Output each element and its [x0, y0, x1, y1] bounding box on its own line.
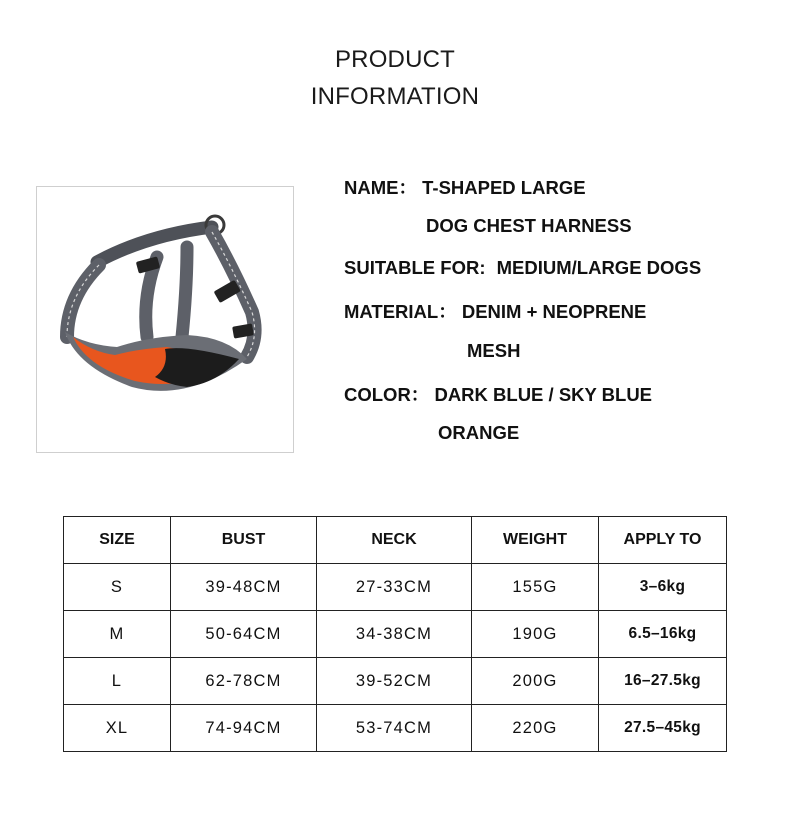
- spec-suitable: [344, 257, 701, 279]
- spec-suitable-value: MEDIUM/LARGE DOGS: [496, 257, 702, 278]
- spec-color-value-1: DARK BLUE / SKY BLUE: [434, 384, 653, 405]
- cell-neck: 34-38CM: [317, 611, 472, 658]
- header-weight: WEIGHT: [472, 517, 599, 564]
- cell-apply-to: 6.5–16kg: [599, 611, 727, 658]
- cell-bust: 74-94CM: [171, 705, 317, 752]
- cell-apply-to: 27.5–45kg: [599, 705, 727, 752]
- spec-material: [344, 298, 646, 324]
- cell-weight: 220G: [472, 705, 599, 752]
- cell-neck: 27-33CM: [317, 564, 472, 611]
- header-apply-to: APPLY TO: [599, 517, 727, 564]
- size-table-header-row: [64, 517, 727, 564]
- table-row: [64, 611, 727, 658]
- table-row: [64, 564, 727, 611]
- cell-apply-to: 16–27.5kg: [599, 658, 727, 705]
- cell-size: S: [64, 564, 171, 611]
- cell-bust: 50-64CM: [171, 611, 317, 658]
- spec-color-value-2: ORANGE: [438, 422, 520, 443]
- table-row: [64, 705, 727, 752]
- spec-color: [344, 381, 652, 407]
- spec-material-value-1: DENIM + NEOPRENE: [461, 301, 647, 322]
- cell-bust: 39-48CM: [171, 564, 317, 611]
- product-image: [36, 186, 294, 453]
- page-title-line-2: INFORMATION: [310, 83, 480, 110]
- spec-name: [344, 174, 586, 200]
- spec-name-value-1: T-SHAPED LARGE: [422, 177, 586, 198]
- cell-neck: 39-52CM: [317, 658, 472, 705]
- size-table: [63, 516, 727, 752]
- harness-illustration: [37, 187, 293, 452]
- cell-weight: 190G: [472, 611, 599, 658]
- spec-name-value-2: DOG CHEST HARNESS: [426, 215, 632, 236]
- cell-weight: 200G: [472, 658, 599, 705]
- cell-weight: 155G: [472, 564, 599, 611]
- spec-material-value-2: MESH: [467, 340, 521, 361]
- cell-bust: 62-78CM: [171, 658, 317, 705]
- cell-size: M: [64, 611, 171, 658]
- table-row: [64, 658, 727, 705]
- header-size: SIZE: [64, 517, 171, 564]
- spec-material-label: MATERIAL：: [344, 301, 457, 322]
- spec-suitable-label: SUITABLE FOR:: [344, 257, 486, 278]
- cell-apply-to: 3–6kg: [599, 564, 727, 611]
- header-neck: NECK: [317, 517, 472, 564]
- header-bust: BUST: [171, 517, 317, 564]
- spec-name-label: NAME：: [344, 177, 417, 198]
- cell-size: L: [64, 658, 171, 705]
- cell-neck: 53-74CM: [317, 705, 472, 752]
- page-title-line-1: PRODUCT: [334, 46, 456, 73]
- spec-color-label: COLOR：: [344, 384, 430, 405]
- cell-size: XL: [64, 705, 171, 752]
